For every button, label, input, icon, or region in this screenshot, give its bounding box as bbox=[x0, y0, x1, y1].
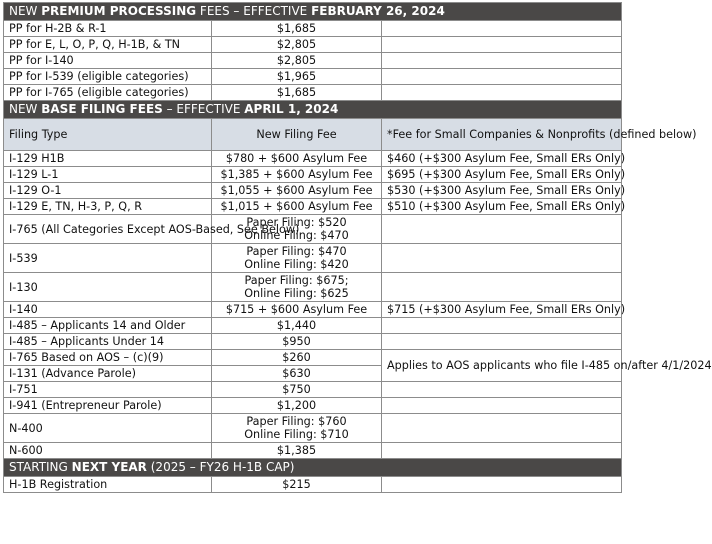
fee-cell: $1,200 bbox=[212, 398, 382, 414]
small-fee-cell bbox=[382, 53, 622, 69]
small-fee-cell bbox=[382, 273, 622, 302]
base-title-date: APRIL 1, 2024 bbox=[244, 102, 339, 116]
next-year-title-suffix: (2025 – FY26 H-1B CAP) bbox=[146, 460, 295, 474]
filing-type-cell: PP for I-539 (eligible categories) bbox=[4, 69, 212, 85]
premium-section-header bbox=[4, 3, 622, 21]
small-fee-cell: $715 (+$300 Asylum Fee, Small ERs Only) bbox=[382, 302, 622, 318]
filing-type-cell: I-129 E, TN, H-3, P, Q, R bbox=[4, 199, 212, 215]
fee-cell: $1,685 bbox=[212, 21, 382, 37]
small-fee-cell bbox=[382, 215, 622, 244]
table-row bbox=[4, 350, 622, 366]
filing-type-cell: I-751 bbox=[4, 382, 212, 398]
premium-title-emph: PREMIUM PROCESSING bbox=[41, 4, 197, 18]
table-row bbox=[4, 85, 622, 101]
col-header-new-fee: New Filing Fee bbox=[212, 119, 382, 151]
table-row bbox=[4, 414, 622, 443]
small-fee-cell: $510 (+$300 Asylum Fee, Small ERs Only) bbox=[382, 199, 622, 215]
table-row bbox=[4, 53, 622, 69]
fee-cell: $780 + $600 Asylum Fee bbox=[212, 151, 382, 167]
small-fee-cell: $460 (+$300 Asylum Fee, Small ERs Only) bbox=[382, 151, 622, 167]
filing-type-cell: I-129 O-1 bbox=[4, 183, 212, 199]
filing-type-cell: I-485 – Applicants Under 14 bbox=[4, 334, 212, 350]
fee-cell: $1,440 bbox=[212, 318, 382, 334]
small-fee-cell bbox=[382, 37, 622, 53]
fee-cell bbox=[212, 414, 382, 443]
small-fee-cell bbox=[382, 477, 622, 493]
fee-line-online: Online Filing: $625 bbox=[244, 287, 349, 300]
filing-type-cell: I-539 bbox=[4, 244, 212, 273]
premium-title-mid: FEES – EFFECTIVE bbox=[196, 4, 312, 18]
table-row bbox=[4, 398, 622, 414]
table-row bbox=[4, 443, 622, 459]
filing-type-cell: PP for I-765 (eligible categories) bbox=[4, 85, 212, 101]
filing-type-cell: I-941 (Entrepreneur Parole) bbox=[4, 398, 212, 414]
filing-type-cell: PP for H-2B & R-1 bbox=[4, 21, 212, 37]
table-row bbox=[4, 183, 622, 199]
small-fee-cell bbox=[382, 318, 622, 334]
filing-type-cell: I-129 H1B bbox=[4, 151, 212, 167]
small-fee-cell bbox=[382, 443, 622, 459]
table-row bbox=[4, 167, 622, 183]
base-title-prefix: NEW bbox=[9, 102, 42, 116]
fee-cell: $1,685 bbox=[212, 85, 382, 101]
fee-cell: $260 bbox=[212, 350, 382, 366]
table-row bbox=[4, 215, 622, 244]
col-header-small-fee: *Fee for Small Companies & Nonprofits (defined below) bbox=[382, 119, 622, 151]
filing-type-cell: I-129 L-1 bbox=[4, 167, 212, 183]
filing-type-cell: N-400 bbox=[4, 414, 212, 443]
small-fee-cell bbox=[382, 334, 622, 350]
fee-cell bbox=[212, 244, 382, 273]
fee-cell: $1,385 + $600 Asylum Fee bbox=[212, 167, 382, 183]
base-title-mid: – EFFECTIVE bbox=[162, 102, 245, 116]
small-fee-cell bbox=[382, 85, 622, 101]
table-row bbox=[4, 477, 622, 493]
filing-type-cell: I-131 (Advance Parole) bbox=[4, 366, 212, 382]
filing-type-cell: I-130 bbox=[4, 273, 212, 302]
premium-title-prefix: NEW bbox=[9, 4, 42, 18]
fee-cell: $1,015 + $600 Asylum Fee bbox=[212, 199, 382, 215]
fee-cell: $715 + $600 Asylum Fee bbox=[212, 302, 382, 318]
col-header-filing-type: Filing Type bbox=[4, 119, 212, 151]
fee-cell: $2,805 bbox=[212, 53, 382, 69]
fee-cell: $1,385 bbox=[212, 443, 382, 459]
small-fee-cell: $530 (+$300 Asylum Fee, Small ERs Only) bbox=[382, 183, 622, 199]
table-row bbox=[4, 21, 622, 37]
fee-cell: $215 bbox=[212, 477, 382, 493]
fee-cell: $1,055 + $600 Asylum Fee bbox=[212, 183, 382, 199]
base-title-emph: BASE FILING FEES bbox=[41, 102, 163, 116]
table-row bbox=[4, 273, 622, 302]
next-year-title-emph: NEXT YEAR bbox=[71, 460, 147, 474]
base-header-cell bbox=[4, 101, 622, 119]
fee-cell bbox=[212, 273, 382, 302]
fee-cell: $630 bbox=[212, 366, 382, 382]
table-row bbox=[4, 244, 622, 273]
fee-table bbox=[3, 2, 712, 493]
table-row bbox=[4, 302, 622, 318]
table-row bbox=[4, 334, 622, 350]
filing-type-cell: PP for E, L, O, P, Q, H-1B, & TN bbox=[4, 37, 212, 53]
small-fee-cell bbox=[382, 414, 622, 443]
fee-line-paper: Paper Filing: $675; bbox=[244, 274, 349, 287]
fee-line-paper: Paper Filing: $760 bbox=[246, 415, 347, 428]
table-row bbox=[4, 151, 622, 167]
premium-header-cell bbox=[4, 3, 622, 21]
column-header-row bbox=[4, 119, 622, 151]
table-row bbox=[4, 37, 622, 53]
small-fee-cell bbox=[382, 69, 622, 85]
small-fee-cell bbox=[382, 382, 622, 398]
filing-type-cell: I-140 bbox=[4, 302, 212, 318]
fee-cell: $1,965 bbox=[212, 69, 382, 85]
fee-line-online: Online Filing: $420 bbox=[244, 258, 349, 271]
aos-note-cell: Applies to AOS applicants who file I-485 on/after 4/1/2024 bbox=[382, 350, 622, 382]
fee-line-paper: Paper Filing: $520 bbox=[246, 216, 347, 229]
small-fee-cell: $695 (+$300 Asylum Fee, Small ERs Only) bbox=[382, 167, 622, 183]
table-row bbox=[4, 199, 622, 215]
premium-title-date: FEBRUARY 26, 2024 bbox=[311, 4, 445, 18]
fee-line-online: Online Filing: $470 bbox=[244, 229, 349, 242]
fee-line-online: Online Filing: $710 bbox=[244, 428, 349, 441]
table-row bbox=[4, 69, 622, 85]
fee-line-paper: Paper Filing: $470 bbox=[246, 245, 347, 258]
filing-type-cell: H-1B Registration bbox=[4, 477, 212, 493]
filing-type-cell: I-485 – Applicants 14 and Older bbox=[4, 318, 212, 334]
small-fee-cell bbox=[382, 398, 622, 414]
small-fee-cell bbox=[382, 21, 622, 37]
filing-type-cell: I-765 Based on AOS – (c)(9) bbox=[4, 350, 212, 366]
base-section-header bbox=[4, 101, 622, 119]
fee-cell: $950 bbox=[212, 334, 382, 350]
next-year-title-prefix: STARTING bbox=[9, 460, 72, 474]
table-row bbox=[4, 382, 622, 398]
fee-cell: $2,805 bbox=[212, 37, 382, 53]
filing-type-cell: PP for I-140 bbox=[4, 53, 212, 69]
table-row bbox=[4, 318, 622, 334]
filing-type-cell: I-765 (All Categories Except AOS-Based, See Below) bbox=[4, 215, 212, 244]
small-fee-cell bbox=[382, 244, 622, 273]
fee-cell: $750 bbox=[212, 382, 382, 398]
next-year-header-cell bbox=[4, 459, 622, 477]
filing-type-cell: N-600 bbox=[4, 443, 212, 459]
next-year-section-header bbox=[4, 459, 622, 477]
